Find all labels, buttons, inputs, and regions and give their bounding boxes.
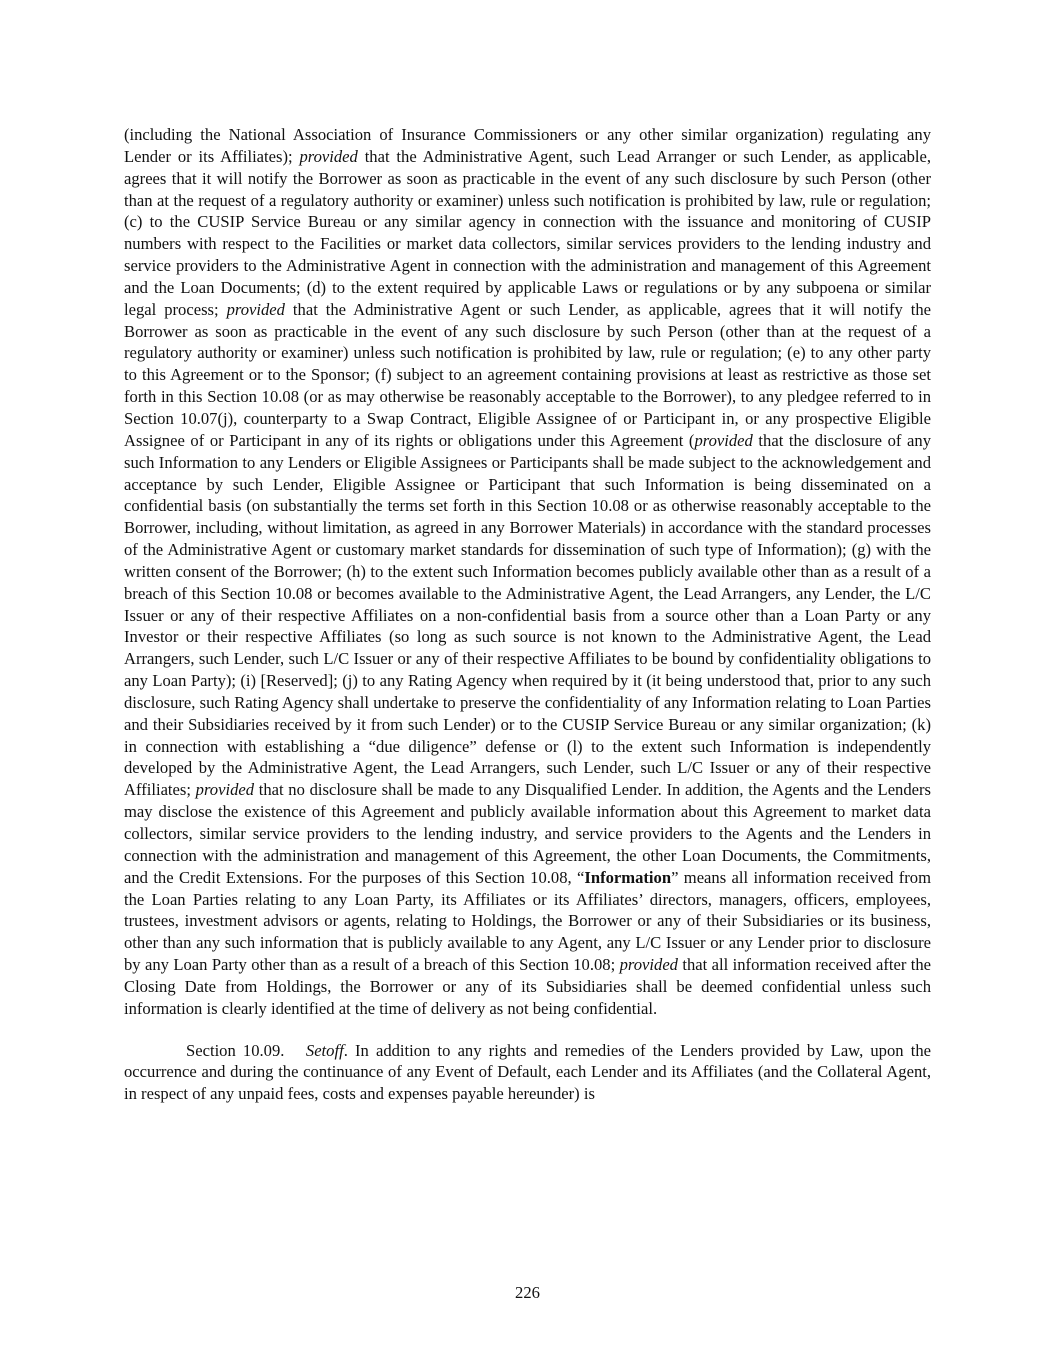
setoff-section-paragraph	[124, 1040, 931, 1106]
section-gap	[284, 1041, 305, 1060]
section-text: In addition to any rights and remedies of the Lenders provided by Law, upon the occurrence and during the continuance of any Event of Default, each Lender and its Affiliates (and the Collateral Agent, in respect of any unpaid fees, costs and expenses payable hereunder) is	[124, 1040, 931, 1104]
provided-term: provided	[619, 955, 678, 975]
section-heading-period: .	[343, 1040, 348, 1060]
section-number: Section 10.09.	[186, 1040, 285, 1060]
text-run: that the disclosure of any such Information to any Lenders or Eligible Assignees or Participants shall be made subject to the acknowledgement and acceptance by such Lender, Eligible Assignee or Participant that such Information is being disseminated on a confidential basis (on substantially the terms set forth in this Section 10.08 or as otherwise reasonably acceptable to the Borrower, including, without limitation, as agreed in any Borrower Materials) in accordance with the standard processes of the Administrative Agent or customary market standards for dissemination of such type of Information); (g) with the written consent of the Borrower; (h) to the extent such Information becomes publicly available other than as a result of a breach of this Section 10.08 or becomes available to the Administrative Agent, the Lead Arrangers, any Lender, the L/C Issuer or any of their respective Affiliates on a non-confidential basis from a source other than a Loan Party or any Investor or their respective Affiliates (so long as such source is not known to the Administrative Agent, the Lead Arrangers, such Lender, such L/C Issuer or any of their respective Affiliates to be bound by confidentiality obligations to any Loan Party); (i) [Reserved]; (j) to any Rating Agency when required by it (it being understood that, prior to any such disclosure, such Rating Agency shall undertake to preserve the confidentiality of any Information relating to Loan Parties and their Subsidiaries received by it from such Lender) or to the CUSIP Service Bureau or any similar organization; (k) in connection with establishing a “due diligence” defense or (l) to the extent such Information is independently developed by the Administrative Agent, the Lead Arrangers, such Lender, such L/C Issuer or any of their respective Affiliates;	[124, 430, 931, 800]
provided-term: provided	[226, 299, 285, 319]
confidentiality-paragraph	[124, 124, 931, 1020]
text-run: (including the National Association of Insurance Commissioners or any other similar organization) regulating any Lender or its Affiliates);	[124, 125, 931, 166]
provided-term: provided	[299, 146, 358, 166]
provided-term: provided	[694, 430, 753, 450]
text-run: that no disclosure shall be made to any Disqualified Lender. In addition, the Agents and the Lenders may disclose the existence of this Agreement and publicly available information about this Agreement to market data collectors, similar service providers to the lending industry, and service providers to the Agents and the Lenders in connection with the administration and management of this Agreement, the other Loan Documents, the Commitments, and the Credit Extensions. For the purposes of this Section 10.08, “	[124, 780, 931, 887]
provided-term: provided	[195, 780, 255, 800]
section-heading: Setoff	[305, 1040, 344, 1060]
page-number: 226	[515, 1283, 540, 1302]
text-run: that the Administrative Agent, such Lead Arranger or such Lender, as applicable, agrees that it will notify the Borrower as soon as practicable in the event of any such disclosure by such Person (other than at the request of a regulatory authority or examiner) unless such notification is prohibited by law, rule or regulation; (c) to the CUSIP Service Bureau or any similar agency in connection with the issuance and monitoring of CUSIP numbers with respect to the Facilities or market data collectors, similar services providers to the lending industry and service providers to the Administrative Agent in connection with the administration and management of this Agreement and the Loan Documents; (d) to the extent required by applicable Laws or regulations or by any subpoena or similar legal process;	[124, 146, 931, 319]
body-text	[124, 124, 931, 1105]
text-run: ” means all information received from the Loan Parties relating to any Loan Party, its Affiliates or its Affiliates’ directors, managers, officers, employees, trustees, investment advisors or agents, relating to Holdings, the Borrower or any of their Subsidiaries or its business, other than any such information that is publicly available to any Agent, any L/C Issuer or any Lender prior to disclosure by any Loan Party other than as a result of a breach of this Section 10.08;	[124, 867, 931, 975]
defined-term-information: Information	[584, 867, 672, 887]
text-run: that all information received after the Closing Date from Holdings, the Borrower or any of its Subsidiaries shall be deemed confidential unless such information is clearly identified at the time of delivery as not being confidential.	[124, 955, 932, 1018]
text-run: that the Administrative Agent or such Lender, as applicable, agrees that it will notify the Borrower as soon as practicable in the event of any such disclosure by such Person (other than at the request of a regulatory authority or examiner) unless such notification is prohibited by law, rule or regulation; (e) to any other party to this Agreement or to the Sponsor; (f) subject to an agreement containing provisions at least as restrictive as those set forth in this Section 10.08 (or as may otherwise be reasonably acceptable to the Borrower), to any pledgee referred to in Section 10.07(j), counterparty to a Swap Contract, Eligible Assignee of or Participant in, or any prospective Eligible Assignee of or Participant in any of its rights or obligations under this Agreement (	[124, 299, 932, 450]
